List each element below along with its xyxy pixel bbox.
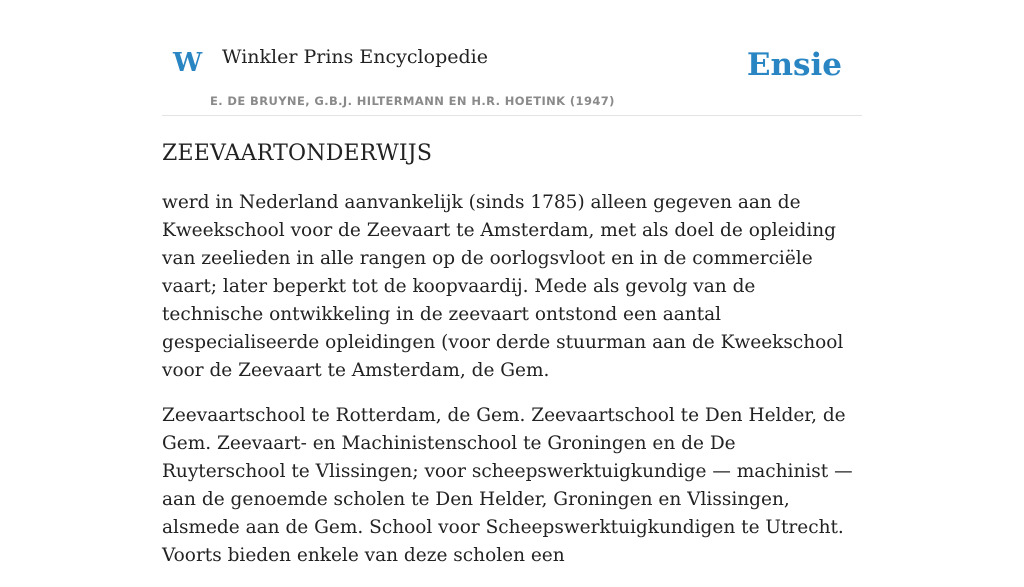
authors-line: E. DE BRUYNE, G.B.J. HILTERMANN EN H.R. HOETINK (1947) [210, 94, 615, 108]
ensie-logo[interactable]: Ensie [746, 47, 842, 83]
header [162, 36, 862, 116]
article-paragraph: werd in Nederland aanvankelijk (sinds 1785) alleen gegeven aan de Kweekschool voor de Zeevaart te Amsterdam, met als doel de opleiding van zeelieden in alle rangen op de oorlogsvloot en in de commerciële vaart; later beperkt tot de koopvaardij. Mede als gevolg van de technische ontwikkeling in de zeevaart ontstond een aantal gespecialiseerde opleidingen (voor derde stuurman aan de Kweekschool voor de Zeevaart te Amsterdam, de Gem. [162, 191, 844, 381]
book-title-link[interactable]: Winkler Prins Encyclopedie [222, 46, 488, 68]
article-paragraph: Zeevaartschool te Rotterdam, de Gem. Zeevaartschool te Den Helder, de Gem. Zeevaart- en Machinistenschool te Groningen en de De Ruyterschool te Vlissingen; voor scheepswerktuigkundige — machinist — aan de genoemde scholen te Den Helder, Groningen en Vlissingen, alsmede aan de Gem. School voor Scheepswerktuigkundigen te Utrecht. Voorts bieden enkele van deze scholen een [162, 404, 853, 566]
article [162, 140, 862, 587]
article-headword: ZEEVAARTONDERWIJS [162, 141, 433, 166]
winkler-prins-logo[interactable]: W [173, 48, 203, 78]
